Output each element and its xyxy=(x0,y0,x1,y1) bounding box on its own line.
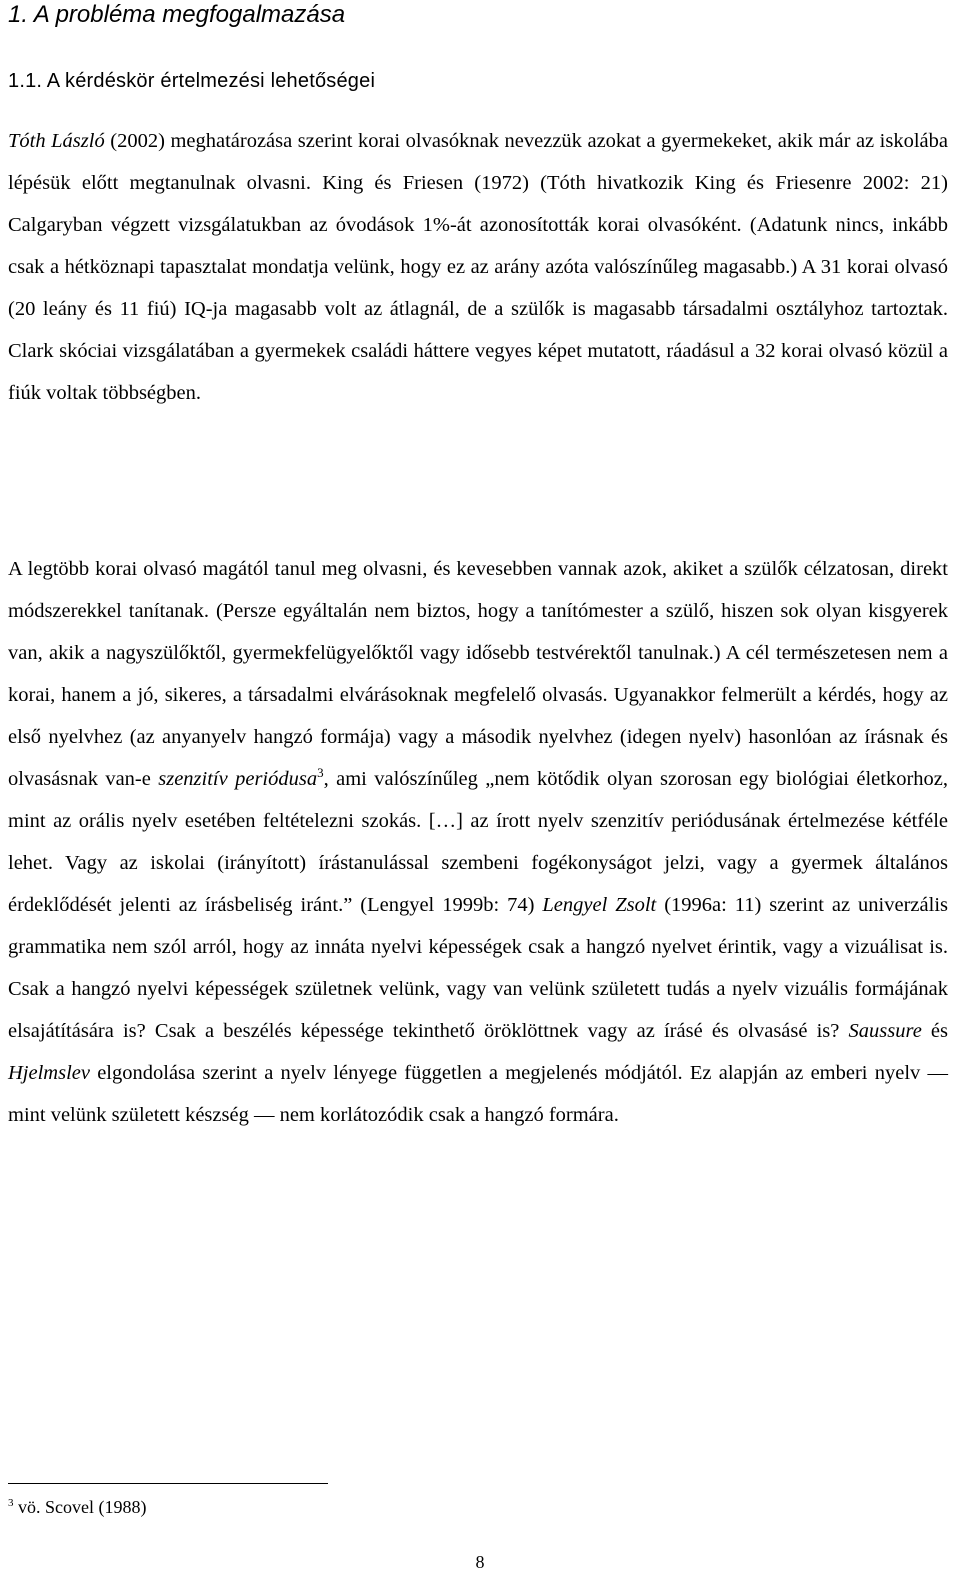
section-heading: 1.1. A kérdéskör értelmezési lehetőségei xyxy=(8,70,376,92)
paragraph-2-part5: elgondolása szerint a nyelv lényege független a megjelenés módjától. Ez alapján az emberi nyelv — mint velünk született készség — nem korlátozódik csak a hangzó formára. xyxy=(8,1062,948,1126)
page-number: 8 xyxy=(475,1552,485,1572)
author-name-toth: Tóth László xyxy=(8,130,105,152)
footnote-mark: 3 xyxy=(8,1497,14,1509)
paragraph-2-part3: (1996a: 11) szerint az univerzális grammatika nem szól arról, hogy az innáta nyelvi képességek csak a hangzó nyelvet érintik, vagy a vizuálisat is. Csak a hangzó nyelvi képességek születnek velünk, vagy van velünk született tudás a nyelv vizuális formájának elsajátítására is? Csak a beszélés képessége tekinthető öröklöttnek vagy az írásé és olvasásé is? xyxy=(8,894,948,1042)
paragraph-2 xyxy=(8,548,948,1136)
paragraph-2-part2: , ami valószínűleg „nem kötődik olyan szorosan egy biológiai életkorhoz, mint az orális nyelv esetében feltételezni szokás. […] az írott nyelv szenzitív periódusának értelmezése kétféle lehet. Vagy az iskolai (irányított) írástanulással szembeni fogékonyságot jelzi, vagy a gyermek általános érdeklődését jelenti az írásbeliség iránt.” (Lengyel 1999b: 74) xyxy=(8,768,948,916)
footnote-reference[interactable]: 3 xyxy=(317,765,324,781)
footnote xyxy=(8,1494,146,1520)
footnote-text: vö. Scovel (1988) xyxy=(13,1497,147,1517)
term-szenzitiv-periodusa: szenzitív periódusa xyxy=(158,768,318,790)
paragraph-1 xyxy=(8,120,948,414)
paragraph-2-part4: és xyxy=(921,1020,949,1042)
chapter-heading: 1. A probléma megfogalmazása xyxy=(8,1,346,28)
footnote-divider xyxy=(8,1483,328,1484)
paragraph-1-text: (2002) meghatározása szerint korai olvasóknak nevezzük azokat a gyermekeket, akik már az iskolába lépésük előtt megtanulnak olvasni. King és Friesen (1972) (Tóth hivatkozik King és Friesenre 2002: 21) Calgaryban végzett vizsgálatukban az óvodások 1%-át azonosították korai olvasóként. (Adatunk nincs, inkább csak a hétköznapi tapasztalat mondatja velünk, hogy ez az arány azóta valószínűleg magasabb.) A 31 korai olvasó (20 leány és 11 fiú) IQ-ja magasabb volt az átlagnál, de a szülők is magasabb társadalmi osztályhoz tartoztak. Clark skóciai vizsgálatában a gyermekek családi háttere vegyes képet mutatott, ráadásul a 32 korai olvasó közül a fiúk voltak többségben. xyxy=(8,130,949,404)
author-name-lengyel: Lengyel Zsolt xyxy=(542,894,657,916)
author-name-hjelmslev: Hjelmslev xyxy=(8,1062,90,1084)
author-name-saussure: Saussure xyxy=(848,1020,922,1042)
paragraph-2-part1: A legtöbb korai olvasó magától tanul meg olvasni, és kevesebben vannak azok, akiket a szülők célzatosan, direkt módszerekkel tanítanak. (Persze egyáltalán nem biztos, hogy a tanítómester a szülő, hiszen sok olyan kisgyerek van, akik a nagyszülőktől, gyermekfelügyelőktől vagy idősebb testvérektől tanulnak.) A cél természetesen nem a korai, hanem a jó, sikeres, a társadalmi elvárásoknak megfelelő olvasás. Ugyanakkor felmerült a kérdés, hogy az első nyelvhez (az anyanyelv hangzó formája) vagy a második nyelvhez (idegen nyelv) hasonlóan az írásnak és olvasásnak van-e xyxy=(8,558,948,790)
